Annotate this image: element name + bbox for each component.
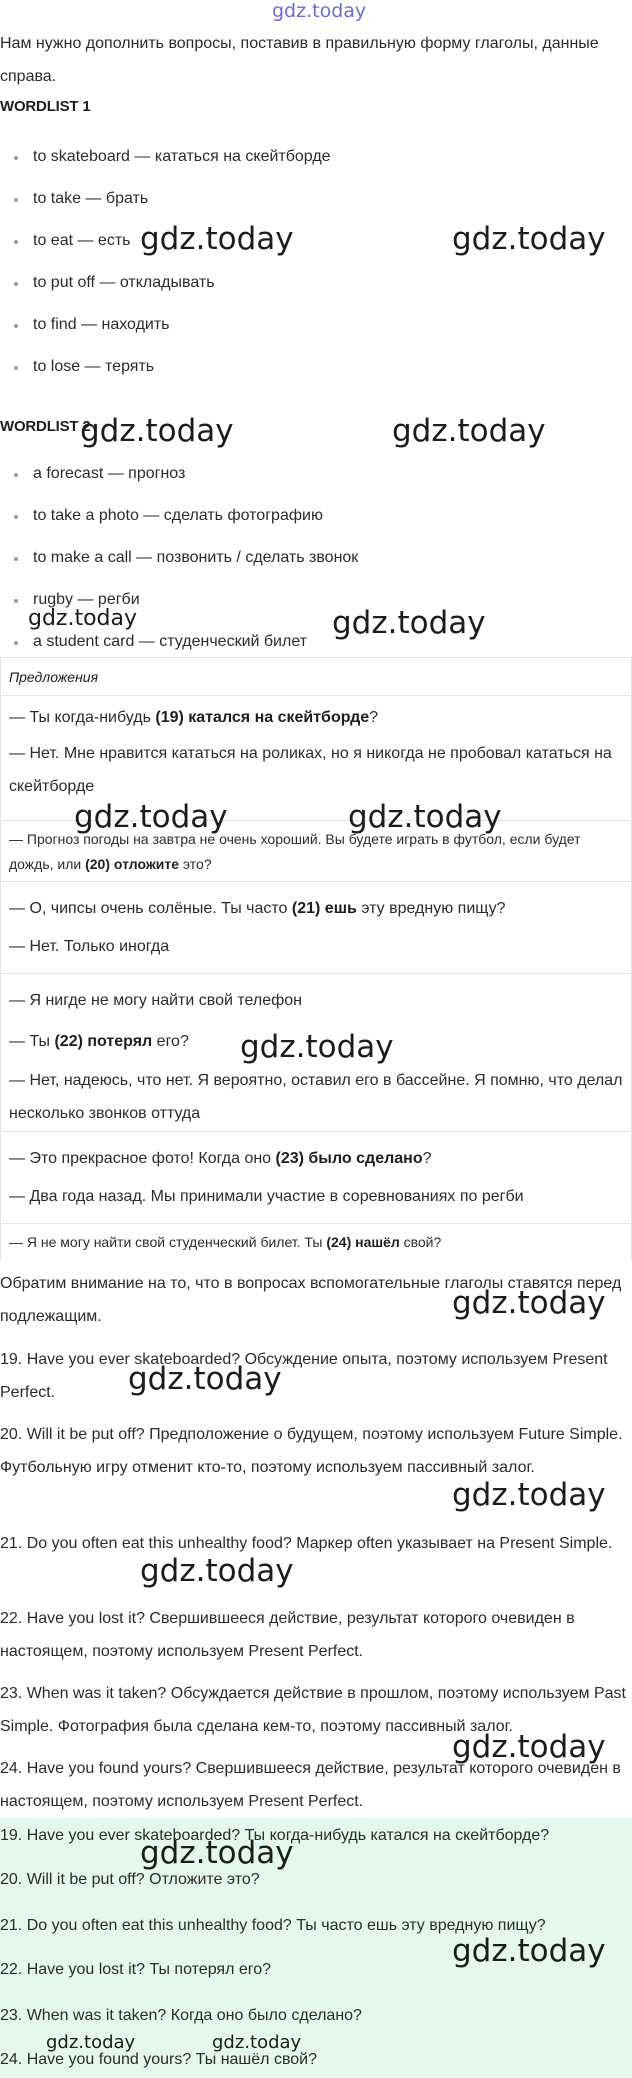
table-row bbox=[1, 882, 631, 974]
wordlist2-item: a forecast — прогноз bbox=[0, 459, 632, 501]
dialogue-line: — Нет. Мне нравится кататься на роликах, но я никогда не пробовал кататься на скейтборде bbox=[9, 745, 612, 795]
dialogue-line: — Ты когда-нибудь (19) катался на скейтборде? bbox=[9, 709, 379, 726]
answer-22: 22. Have you lost it? Ты потерял его? bbox=[0, 1961, 272, 1978]
dialogue-line: — Я нигде не могу найти свой телефон bbox=[9, 992, 303, 1009]
wordlist1-item: to eat — есть bbox=[0, 226, 632, 268]
watermark: gdz.today bbox=[28, 606, 138, 631]
wordlist1-item: to take — брать bbox=[0, 184, 632, 226]
watermark-top: gdz.today bbox=[272, 0, 367, 22]
dialogue-line: — Это прекрасное фото! Когда оно (23) было сделано? bbox=[9, 1150, 432, 1167]
wordlist2-item: to take a photo — сделать фотографию bbox=[0, 501, 632, 543]
watermark: gdz.today bbox=[128, 1361, 282, 1397]
watermark: gdz.today bbox=[74, 799, 228, 835]
explanation-19: 19. Have you ever skateboarded? Обсуждение опыта, поэтому используем Present Perfect. bbox=[0, 1351, 608, 1401]
watermark: gdz.today bbox=[392, 413, 546, 449]
answer-21: 21. Do you often eat this unhealthy food? Ты часто ешь эту вредную пищу? bbox=[0, 1917, 546, 1934]
watermark: gdz.today bbox=[80, 413, 234, 449]
dialogue-line: — Два года назад. Мы принимали участие в соревнованиях по регби bbox=[9, 1188, 524, 1205]
watermark: gdz.today bbox=[452, 1477, 606, 1513]
watermark: gdz.today bbox=[452, 1933, 606, 1969]
wordlist1-item: to find — находить bbox=[0, 310, 632, 352]
sentences-table bbox=[0, 657, 632, 1261]
answer-19: 19. Have you ever skateboarded? Ты когда-нибудь катался на скейтборде? bbox=[0, 1827, 550, 1844]
watermark: gdz.today bbox=[332, 605, 486, 641]
watermark: gdz.today bbox=[240, 1029, 394, 1065]
intro-text: Нам нужно дополнить вопросы, поставив в правильную форму глаголы, данные справа. bbox=[0, 35, 599, 85]
table-row bbox=[1, 1224, 631, 1261]
answer-20: 20. Will it be put off? Отложите это? bbox=[0, 1871, 260, 1888]
answer-24: 24. Have you found yours? Ты нашёл свой? bbox=[0, 2051, 317, 2068]
note-text: Обратим внимание на то, что в вопросах вспомогательные глаголы ставятся перед подлежащим. bbox=[0, 1275, 622, 1325]
dialogue-line: — Я не могу найти свой студенческий билет. Ты (24) нашёл свой? bbox=[9, 1234, 442, 1250]
table-row bbox=[1, 1132, 631, 1224]
dialogue-line: — Прогноз погоды на завтра не очень хороший. Вы будете играть в футбол, если будет дождь, или (20) отложите это? bbox=[9, 831, 581, 872]
dialogue-line: — Ты (22) потерял его? bbox=[9, 1033, 189, 1050]
watermark: gdz.today bbox=[140, 221, 294, 257]
watermark: gdz.today bbox=[140, 1835, 294, 1871]
watermark: gdz.today bbox=[46, 2032, 136, 2053]
explanation-24: 24. Have you found yours? Свершившееся действие, результат которого очевиден в настоящем, поэтому используем Present Perfect. bbox=[0, 1760, 621, 1810]
wordlist2-title: WORDLIST 2 bbox=[0, 418, 91, 435]
dialogue-line: — Нет. Только иногда bbox=[9, 938, 170, 955]
watermark: gdz.today bbox=[452, 1285, 606, 1321]
explanation-23: 23. When was it taken? Обсуждается действие в прошлом, поэтому используем Past Simple. Фотография была сделана кем-то, поэтому пассивный залог. bbox=[0, 1685, 626, 1735]
watermark: gdz.today bbox=[452, 221, 606, 257]
explanation-20: 20. Will it be put off? Предположение о будущем, поэтому используем Future Simple. Футбольную игру отменит кто-то, поэтому используем пассивный залог. bbox=[0, 1426, 623, 1476]
watermark: gdz.today bbox=[140, 1553, 294, 1589]
wordlist1-item: to put off — откладывать bbox=[0, 268, 632, 310]
answer-23: 23. When was it taken? Когда оно было сделано? bbox=[0, 2007, 362, 2024]
watermark: gdz.today bbox=[348, 799, 502, 835]
wordlist1 bbox=[0, 142, 632, 394]
watermark: gdz.today bbox=[452, 1729, 606, 1765]
wordlist1-item: to lose — терять bbox=[0, 352, 632, 394]
dialogue-line: — Нет, надеюсь, что нет. Я вероятно, оставил его в бассейне. Я помню, что делал несколько звонков оттуда bbox=[9, 1072, 623, 1122]
dialogue-line: — О, чипсы очень солёные. Ты часто (21) ешь эту вредную пищу? bbox=[9, 900, 506, 917]
wordlist2-item: rugby — регби bbox=[0, 585, 632, 627]
table-header: Предложения bbox=[1, 658, 631, 696]
wordlist1-item: to skateboard — кататься на скейтборде bbox=[0, 142, 632, 184]
explanation-21: 21. Do you often eat this unhealthy food? Маркер often указывает на Present Simple. bbox=[0, 1535, 613, 1552]
wordlist2 bbox=[0, 459, 632, 669]
explanation-22: 22. Have you lost it? Свершившееся действие, результат которого очевиден в настоящем, поэтому используем Present Perfect. bbox=[0, 1610, 575, 1660]
watermark: gdz.today bbox=[212, 2032, 302, 2053]
wordlist1-title: WORDLIST 1 bbox=[0, 98, 91, 115]
wordlist2-item: to make a call — позвонить / сделать звонок bbox=[0, 543, 632, 585]
wordlist2-item: a student card — студенческий билет bbox=[0, 627, 632, 669]
